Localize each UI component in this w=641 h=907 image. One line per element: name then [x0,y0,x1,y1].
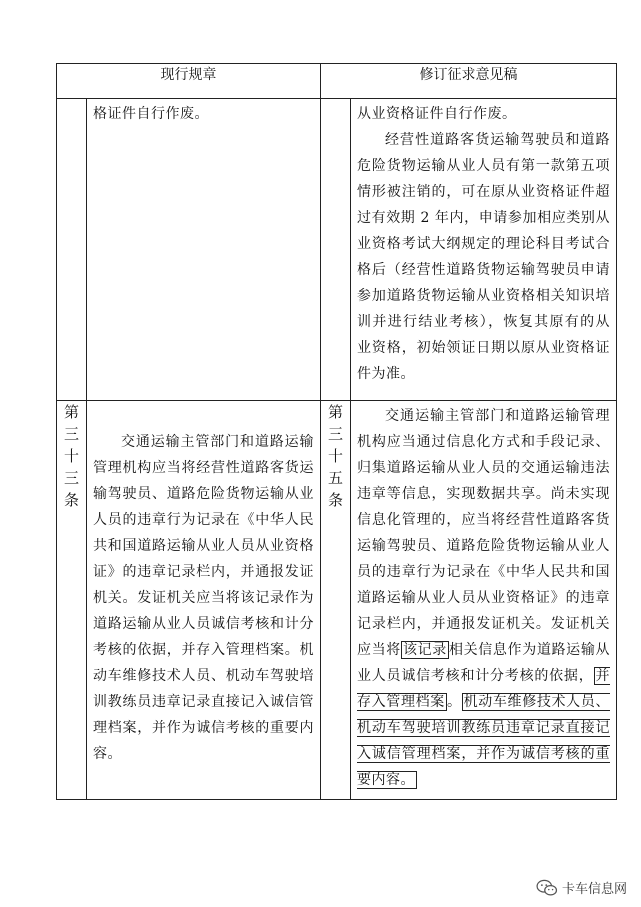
current-article-number-cell [57,401,87,800]
revised-text-part-2: 相关信息作为道路运输从业人员诚信考核和计分考核的依据， [357,642,610,684]
revised-paragraph-2: 经营性道路客货运输驾驶员和道路危险货物运输从业人员有第一款第五项情形被注销的，可在原从业资格证件超过有效期 2 年内，申请参加相应类别从业资格考试大纲规定的理论科目考试合格后（经营性道路货物运输驾驶员申请参加道路货物运输从业资格相关知识培训并进行结业考核），恢复其原有的从业资格，初始领证日期以原从业资格证件为准。 [357,132,610,382]
revised-article-text-cell [351,401,617,800]
revised-article-number-cell [321,401,351,800]
watermark-text: 卡车信息网 [561,882,627,897]
revised-paragraph-1: 从业资格证件自行作废。 [357,106,517,122]
wechat-icon [536,879,558,897]
header-row [57,64,617,99]
watermark [536,878,627,897]
header-current-rules: 现行规章 [57,64,321,99]
current-article-number: 第三十三条 [64,403,80,509]
current-article-text: 交通运输主管部门和道路运输管理机构应当将经营性道路客货运输驾驶员、道路危险货物运输从业人员的违章行为记录在《中华人民共和国道路运输从业人员从业资格证》的违章记录栏内，并通报发证机关。发证机关应当将该记录作为道路运输从业人员诚信考核和计分考核的依据，并存入管理档案。机动车维修技术人员、机动车驾驶培训教练员违章记录直接记入诚信管理档案，并作为诚信考核的重要内容。 [93,434,314,762]
current-text-cell [87,99,321,401]
row-article [57,401,617,800]
row-continuation [57,99,617,401]
current-article-empty [57,99,87,401]
revised-text-part-3: 。 [446,694,462,710]
revised-text-cell [351,99,617,401]
header-revised-draft: 修订征求意见稿 [321,64,617,99]
marked-deletion-3: 机动车维修技术人员、机动车驾驶培训教练员违章记录直接记入诚信管理档案，并作为诚信考核的重要内容。 [357,694,610,788]
current-text: 格证件自行作废。 [93,106,209,122]
comparison-table [56,63,617,800]
revised-article-empty [321,99,351,401]
marked-deletion-2: 并存入管理档案 [357,668,610,710]
current-article-text-cell [87,401,321,800]
revised-article-text [351,401,616,799]
revised-text-part-1: 交通运输主管部门和道路运输管理机构应当通过信息化方式和手段记录、归集道路运输从业人员的交通运输违法违章等信息，实现数据共享。尚未实现信息化管理的，应当将经营性道路客货运输驾驶员、道路危险货物运输从业人员的违章行为记录在《中华人民共和国道路运输从业人员从业资格证》的违章记录栏内，并通报发证机关。发证机关应当将 [357,408,610,658]
revised-article-number: 第三十五条 [328,403,344,509]
marked-deletion-1: 该记录 [402,642,447,658]
